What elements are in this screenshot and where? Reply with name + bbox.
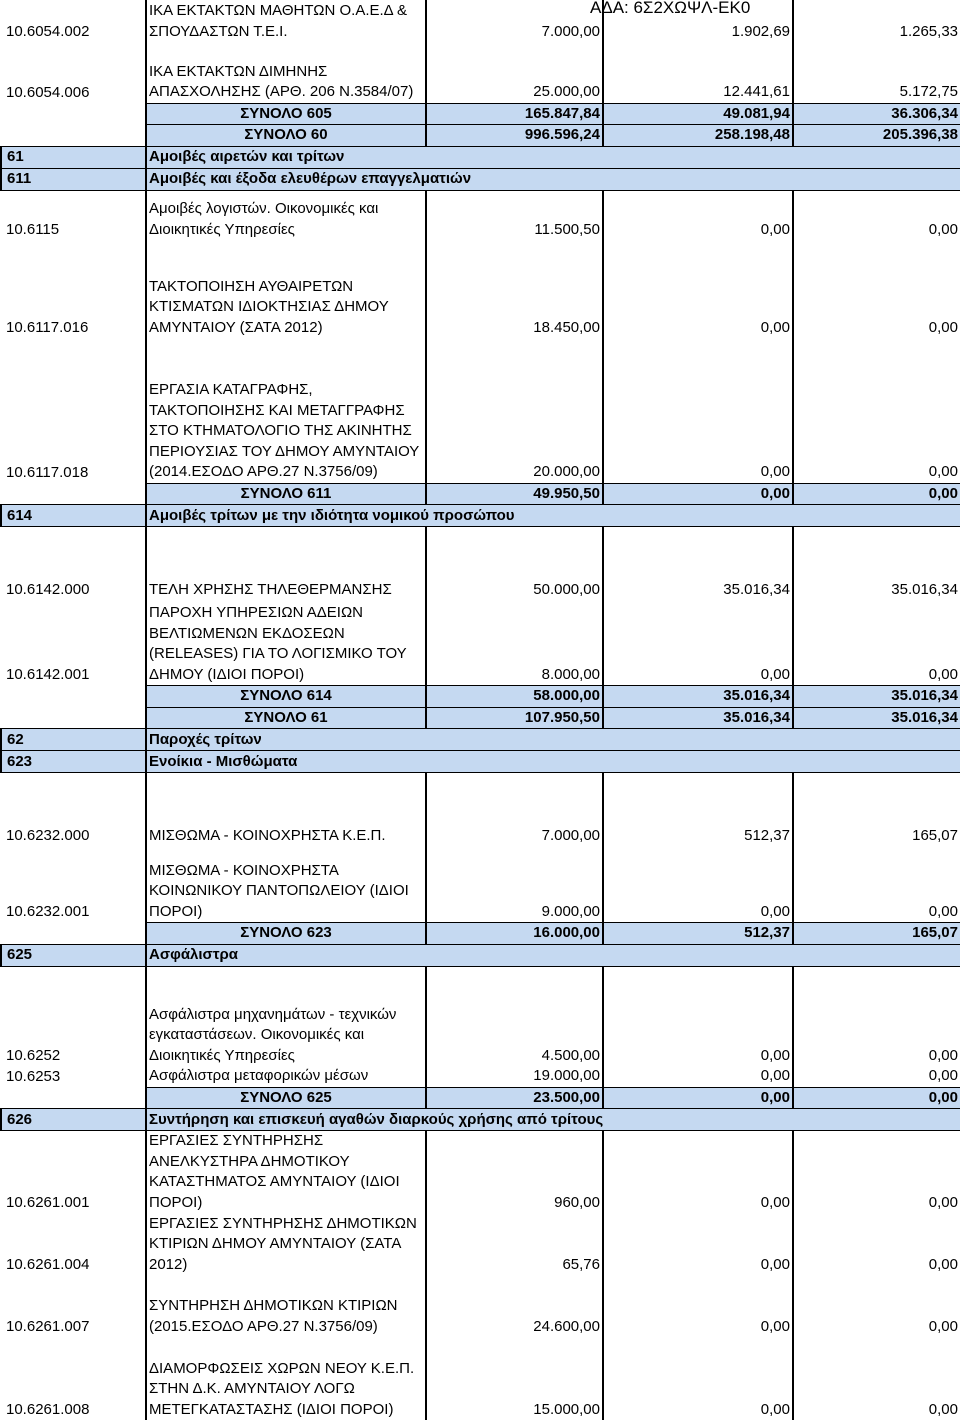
account-code: 10.6232.000: [6, 827, 90, 844]
item-description: ΠΑΡΟΧΗ ΥΠΗΡΕΣΙΩΝ ΑΔΕΙΩΝ ΒΕΛΤΙΩΜΕΝΩΝ ΕΚΔΟΣΕΩΝ (RELEASES) ΓΙΑ ΤΟ ΛΟΓΙΣΜΙΚΟ ΤΟΥ ΔΗΜΟΥ (ΙΔΙΟΙ ΠΟΡΟΙ): [146, 601, 426, 686]
item-description: Αμοιβές λογιστών. Οικονομικές και Διοικητικές Υπηρεσίες: [146, 190, 426, 240]
account-code: [1, 125, 146, 147]
committed-amount: 258.198,48: [603, 125, 793, 147]
total-label: ΣΥΝΟΛΟ 61: [146, 707, 426, 729]
account-code: [1, 103, 146, 125]
item-description: ΜΙΣΘΩΜΑ - ΚΟΙΝΟΧΡΗΣΤΑ ΚΟΙΝΩΝΙΚΟΥ ΠΑΝΤΟΠΩΛΕΙΟΥ (ΙΔΙΟΙ ΠΟΡΟΙ): [146, 847, 426, 923]
table-row: [1, 190, 960, 240]
section-header-row: [1, 146, 960, 168]
budget-amount: 15.000,00: [426, 1337, 603, 1420]
section-title: Παροχές τρίτων: [146, 729, 960, 751]
committed-amount: 49.081,94: [603, 103, 793, 125]
paid-amount: 0,00: [793, 1337, 960, 1420]
item-description: ΙΚΑ ΕΚΤΑΚΤΩΝ ΔΙΜΗΝΗΣ ΑΠΑΣΧΟΛΗΣΗΣ (ΑΡΘ. 206 Ν.3584/07): [146, 42, 426, 103]
paid-amount: 165,07: [793, 923, 960, 945]
budget-amount: 8.000,00: [426, 601, 603, 686]
total-row: [1, 707, 960, 729]
paid-amount: 0,00: [793, 240, 960, 338]
budget-amount: 16.000,00: [426, 923, 603, 945]
budget-amount: 996.596,24: [426, 125, 603, 147]
paid-amount: 35.016,34: [793, 686, 960, 708]
budget-amount: 24.600,00: [426, 1275, 603, 1337]
account-code: 10.6252: [6, 1046, 61, 1064]
committed-amount: 0,00: [603, 1275, 793, 1337]
budget-amount: 49.950,50: [426, 483, 603, 505]
budget-amount: 20.000,00: [426, 338, 603, 483]
paid-amount: 1.265,33: [793, 0, 960, 42]
budget-amount: 9.000,00: [426, 847, 603, 923]
paid-amount: 0,00: [793, 1066, 960, 1087]
table-row: [1, 1337, 960, 1420]
account-code: [1, 686, 146, 708]
paid-amount: 36.306,34: [793, 103, 960, 125]
committed-amount: 35.016,34: [603, 686, 793, 708]
section-title: Ασφάλιστρα: [146, 944, 960, 966]
paid-amount: 35.016,34: [793, 527, 960, 601]
section-header-row: [1, 751, 960, 773]
account-code: 611: [1, 168, 146, 190]
account-code: 10.6142.000: [6, 581, 90, 598]
committed-amount: 0,00: [603, 483, 793, 505]
total-label: ΣΥΝΟΛΟ 614: [146, 686, 426, 708]
account-code: [1, 707, 146, 729]
budget-table-body: [1, 0, 960, 1420]
section-header-row: [1, 168, 960, 190]
table-row: [1, 527, 960, 601]
committed-amount: 35.016,34: [603, 707, 793, 729]
committed-amount: 35.016,34: [603, 527, 793, 601]
committed-amount: 1.902,69: [603, 0, 793, 42]
item-description: ΤΕΛΗ ΧΡΗΣΗΣ ΤΗΛΕΘΕΡΜΑΝΣΗΣ: [146, 527, 426, 601]
committed-amount: 0,00: [603, 601, 793, 686]
committed-amount: 0,00: [603, 1087, 793, 1109]
paid-amount: 0,00: [793, 1087, 960, 1109]
paid-amount: 165,07: [793, 773, 960, 847]
item-description: Ασφάλιστρα μηχανημάτων - τεχνικών εγκαταστάσεων. Οικονομικές και Διοικητικές Υπηρεσίες: [146, 966, 426, 1066]
total-row: [1, 103, 960, 125]
section-header-row: [1, 729, 960, 751]
account-code: 10.6115: [6, 220, 60, 238]
table-row: [1, 42, 960, 103]
account-code: 623: [1, 751, 146, 773]
budget-amount: 65,76: [426, 1213, 603, 1275]
account-code: [1, 483, 146, 505]
budget-amount: 165.847,84: [426, 103, 603, 125]
section-header-row: [1, 944, 960, 966]
budget-amount: 23.500,00: [426, 1087, 603, 1109]
account-code: 10.6232.001: [6, 903, 90, 920]
item-description: ΣΥΝΤΗΡΗΣΗ ΔΗΜΟΤΙΚΩΝ ΚΤΙΡΙΩΝ (2015.ΕΣΟΔΟ ΑΡΘ.27 Ν.3756/09): [146, 1275, 426, 1337]
committed-amount: 512,37: [603, 923, 793, 945]
item-description: ΙΚΑ ΕΚΤΑΚΤΩΝ ΜΑΘΗΤΩΝ Ο.Α.Ε.Δ & ΣΠΟΥΔΑΣΤΩΝ Τ.Ε.Ι.: [146, 0, 426, 42]
item-description: Ασφάλιστρα μεταφορικών μέσων: [146, 1066, 426, 1087]
total-row: [1, 686, 960, 708]
account-code: 10.6142.001: [6, 666, 90, 683]
committed-amount: 0,00: [603, 190, 793, 240]
table-row: [1, 966, 960, 1066]
account-code: 614: [1, 505, 146, 527]
budget-amount: 960,00: [426, 1131, 603, 1214]
committed-amount: 0,00: [603, 1337, 793, 1420]
paid-amount: 5.172,75: [793, 42, 960, 103]
account-code: 62: [1, 729, 146, 751]
total-row: [1, 483, 960, 505]
table-row: [1, 1213, 960, 1275]
section-title: Συντήρηση και επισκευή αγαθών διαρκούς χρήσης από τρίτους: [146, 1109, 960, 1131]
paid-amount: 0,00: [793, 1275, 960, 1337]
table-row: [1, 1066, 960, 1087]
total-label: ΣΥΝΟΛΟ 611: [146, 483, 426, 505]
paid-amount: 0,00: [793, 483, 960, 505]
budget-amount: 58.000,00: [426, 686, 603, 708]
committed-amount: 12.441,61: [603, 42, 793, 103]
paid-amount: 205.396,38: [793, 125, 960, 147]
total-row: [1, 125, 960, 147]
item-description: ΕΡΓΑΣΙΕΣ ΣΥΝΤΗΡΗΣΗΣ ΔΗΜΟΤΙΚΩΝ ΚΤΙΡΙΩΝ ΔΗΜΟΥ ΑΜΥΝΤΑΙΟΥ (ΣΑΤΑ 2012): [146, 1213, 426, 1275]
total-label: ΣΥΝΟΛΟ 605: [146, 103, 426, 125]
total-label: ΣΥΝΟΛΟ 60: [146, 125, 426, 147]
budget-amount: 18.450,00: [426, 240, 603, 338]
paid-amount: 0,00: [793, 1131, 960, 1214]
table-row: [1, 338, 960, 483]
section-title: Αμοιβές και έξοδα ελευθέρων επαγγελματιών: [146, 168, 960, 190]
paid-amount: 0,00: [793, 966, 960, 1066]
total-row: [1, 923, 960, 945]
paid-amount: 35.016,34: [793, 707, 960, 729]
paid-amount: 0,00: [793, 847, 960, 923]
section-title: Αμοιβές αιρετών και τρίτων: [146, 146, 960, 168]
budget-amount: 19.000,00: [426, 1066, 603, 1087]
item-description: ΔΙΑΜΟΡΦΩΣΕΙΣ ΧΩΡΩΝ ΝΕΟΥ Κ.Ε.Π. ΣΤΗΝ Δ.Κ. ΑΜΥΝΤΑΙΟΥ ΛΟΓΩ ΜΕΤΕΓΚΑΤΑΣΤΑΣΗΣ (ΙΔΙΟΙ ΠΟΡΟΙ): [146, 1337, 426, 1420]
item-description: ΕΡΓΑΣΙΕΣ ΣΥΝΤΗΡΗΣΗΣ ΑΝΕΛΚΥΣΤΗΡΑ ΔΗΜΟΤΙΚΟΥ ΚΑΤΑΣΤΗΜΑΤΟΣ ΑΜΥΝΤΑΙΟΥ (ΙΔΙΟΙ ΠΟΡΟΙ): [146, 1131, 426, 1214]
paid-amount: 0,00: [793, 1213, 960, 1275]
account-code: 10.6253: [6, 1067, 61, 1085]
item-description: ΤΑΚΤΟΠΟΙΗΣΗ ΑΥΘΑΙΡΕΤΩΝ ΚΤΙΣΜΑΤΩΝ ΙΔΙΟΚΤΗΣΙΑΣ ΔΗΜΟΥ ΑΜΥΝΤΑΙΟΥ (ΣΑΤΑ 2012): [146, 240, 426, 338]
paid-amount: 0,00: [793, 601, 960, 686]
budget-amount: 7.000,00: [426, 773, 603, 847]
total-row: [1, 1087, 960, 1109]
budget-amount: 50.000,00: [426, 527, 603, 601]
account-code: 10.6054.006: [6, 83, 90, 101]
committed-amount: 0,00: [603, 966, 793, 1066]
committed-amount: 0,00: [603, 338, 793, 483]
budget-amount: 107.950,50: [426, 707, 603, 729]
account-code: 625: [1, 944, 146, 966]
account-code: 10.6261.008: [6, 1400, 90, 1418]
paid-amount: 0,00: [793, 190, 960, 240]
table-row: [1, 1131, 960, 1214]
budget-amount: 11.500,50: [426, 190, 603, 240]
committed-amount: 0,00: [603, 240, 793, 338]
budget-amount: 7.000,00: [426, 0, 603, 42]
budget-amount: 25.000,00: [426, 42, 603, 103]
section-header-row: [1, 1109, 960, 1131]
item-description: ΕΡΓΑΣΙΑ ΚΑΤΑΓΡΑΦΗΣ, ΤΑΚΤΟΠΟΙΗΣΗΣ ΚΑΙ ΜΕΤΑΓΓΡΑΦΗΣ ΣΤΟ ΚΤΗΜΑΤΟΛΟΓΙΟ ΤΗΣ ΑΚΙΝΗΤΗΣ ΠΕΡΙΟΥΣΙΑΣ ΤΟΥ ΔΗΜΟΥ ΑΜΥΝΤΑΙΟΥ (2014.ΕΣΟΔΟ ΑΡΘ.27 Ν.3756/09): [146, 338, 426, 483]
committed-amount: 0,00: [603, 847, 793, 923]
account-code: [1, 923, 146, 945]
budget-amount: 4.500,00: [426, 966, 603, 1066]
committed-amount: 0,00: [603, 1066, 793, 1087]
account-code: 61: [1, 146, 146, 168]
account-code: 10.6117.016: [6, 318, 89, 336]
committed-amount: 512,37: [603, 773, 793, 847]
account-code: 626: [1, 1109, 146, 1131]
table-row: [1, 601, 960, 686]
account-code: 10.6117.018: [6, 463, 89, 481]
ada-stamp: ΑΔΑ: 6Σ2ΧΩΨΛ-ΕΚ0: [590, 0, 751, 17]
account-code: [1, 1087, 146, 1109]
section-header-row: [1, 505, 960, 527]
account-code: 10.6054.002: [6, 22, 90, 40]
table-row: [1, 847, 960, 923]
total-label: ΣΥΝΟΛΟ 625: [146, 1087, 426, 1109]
account-code: 10.6261.001: [6, 1193, 90, 1211]
account-code: 10.6261.007: [6, 1317, 90, 1335]
total-label: ΣΥΝΟΛΟ 623: [146, 923, 426, 945]
item-description: ΜΙΣΘΩΜΑ - ΚΟΙΝΟΧΡΗΣΤΑ Κ.Ε.Π.: [146, 773, 426, 847]
table-row: [1, 240, 960, 338]
section-title: Αμοιβές τρίτων με την ιδιότητα νομικού προσώπου: [146, 505, 960, 527]
table-row: [1, 773, 960, 847]
account-code: 10.6261.004: [6, 1255, 90, 1273]
committed-amount: 0,00: [603, 1131, 793, 1214]
committed-amount: 0,00: [603, 1213, 793, 1275]
paid-amount: 0,00: [793, 338, 960, 483]
table-row: [1, 1275, 960, 1337]
section-title: Ενοίκια - Μισθώματα: [146, 751, 960, 773]
